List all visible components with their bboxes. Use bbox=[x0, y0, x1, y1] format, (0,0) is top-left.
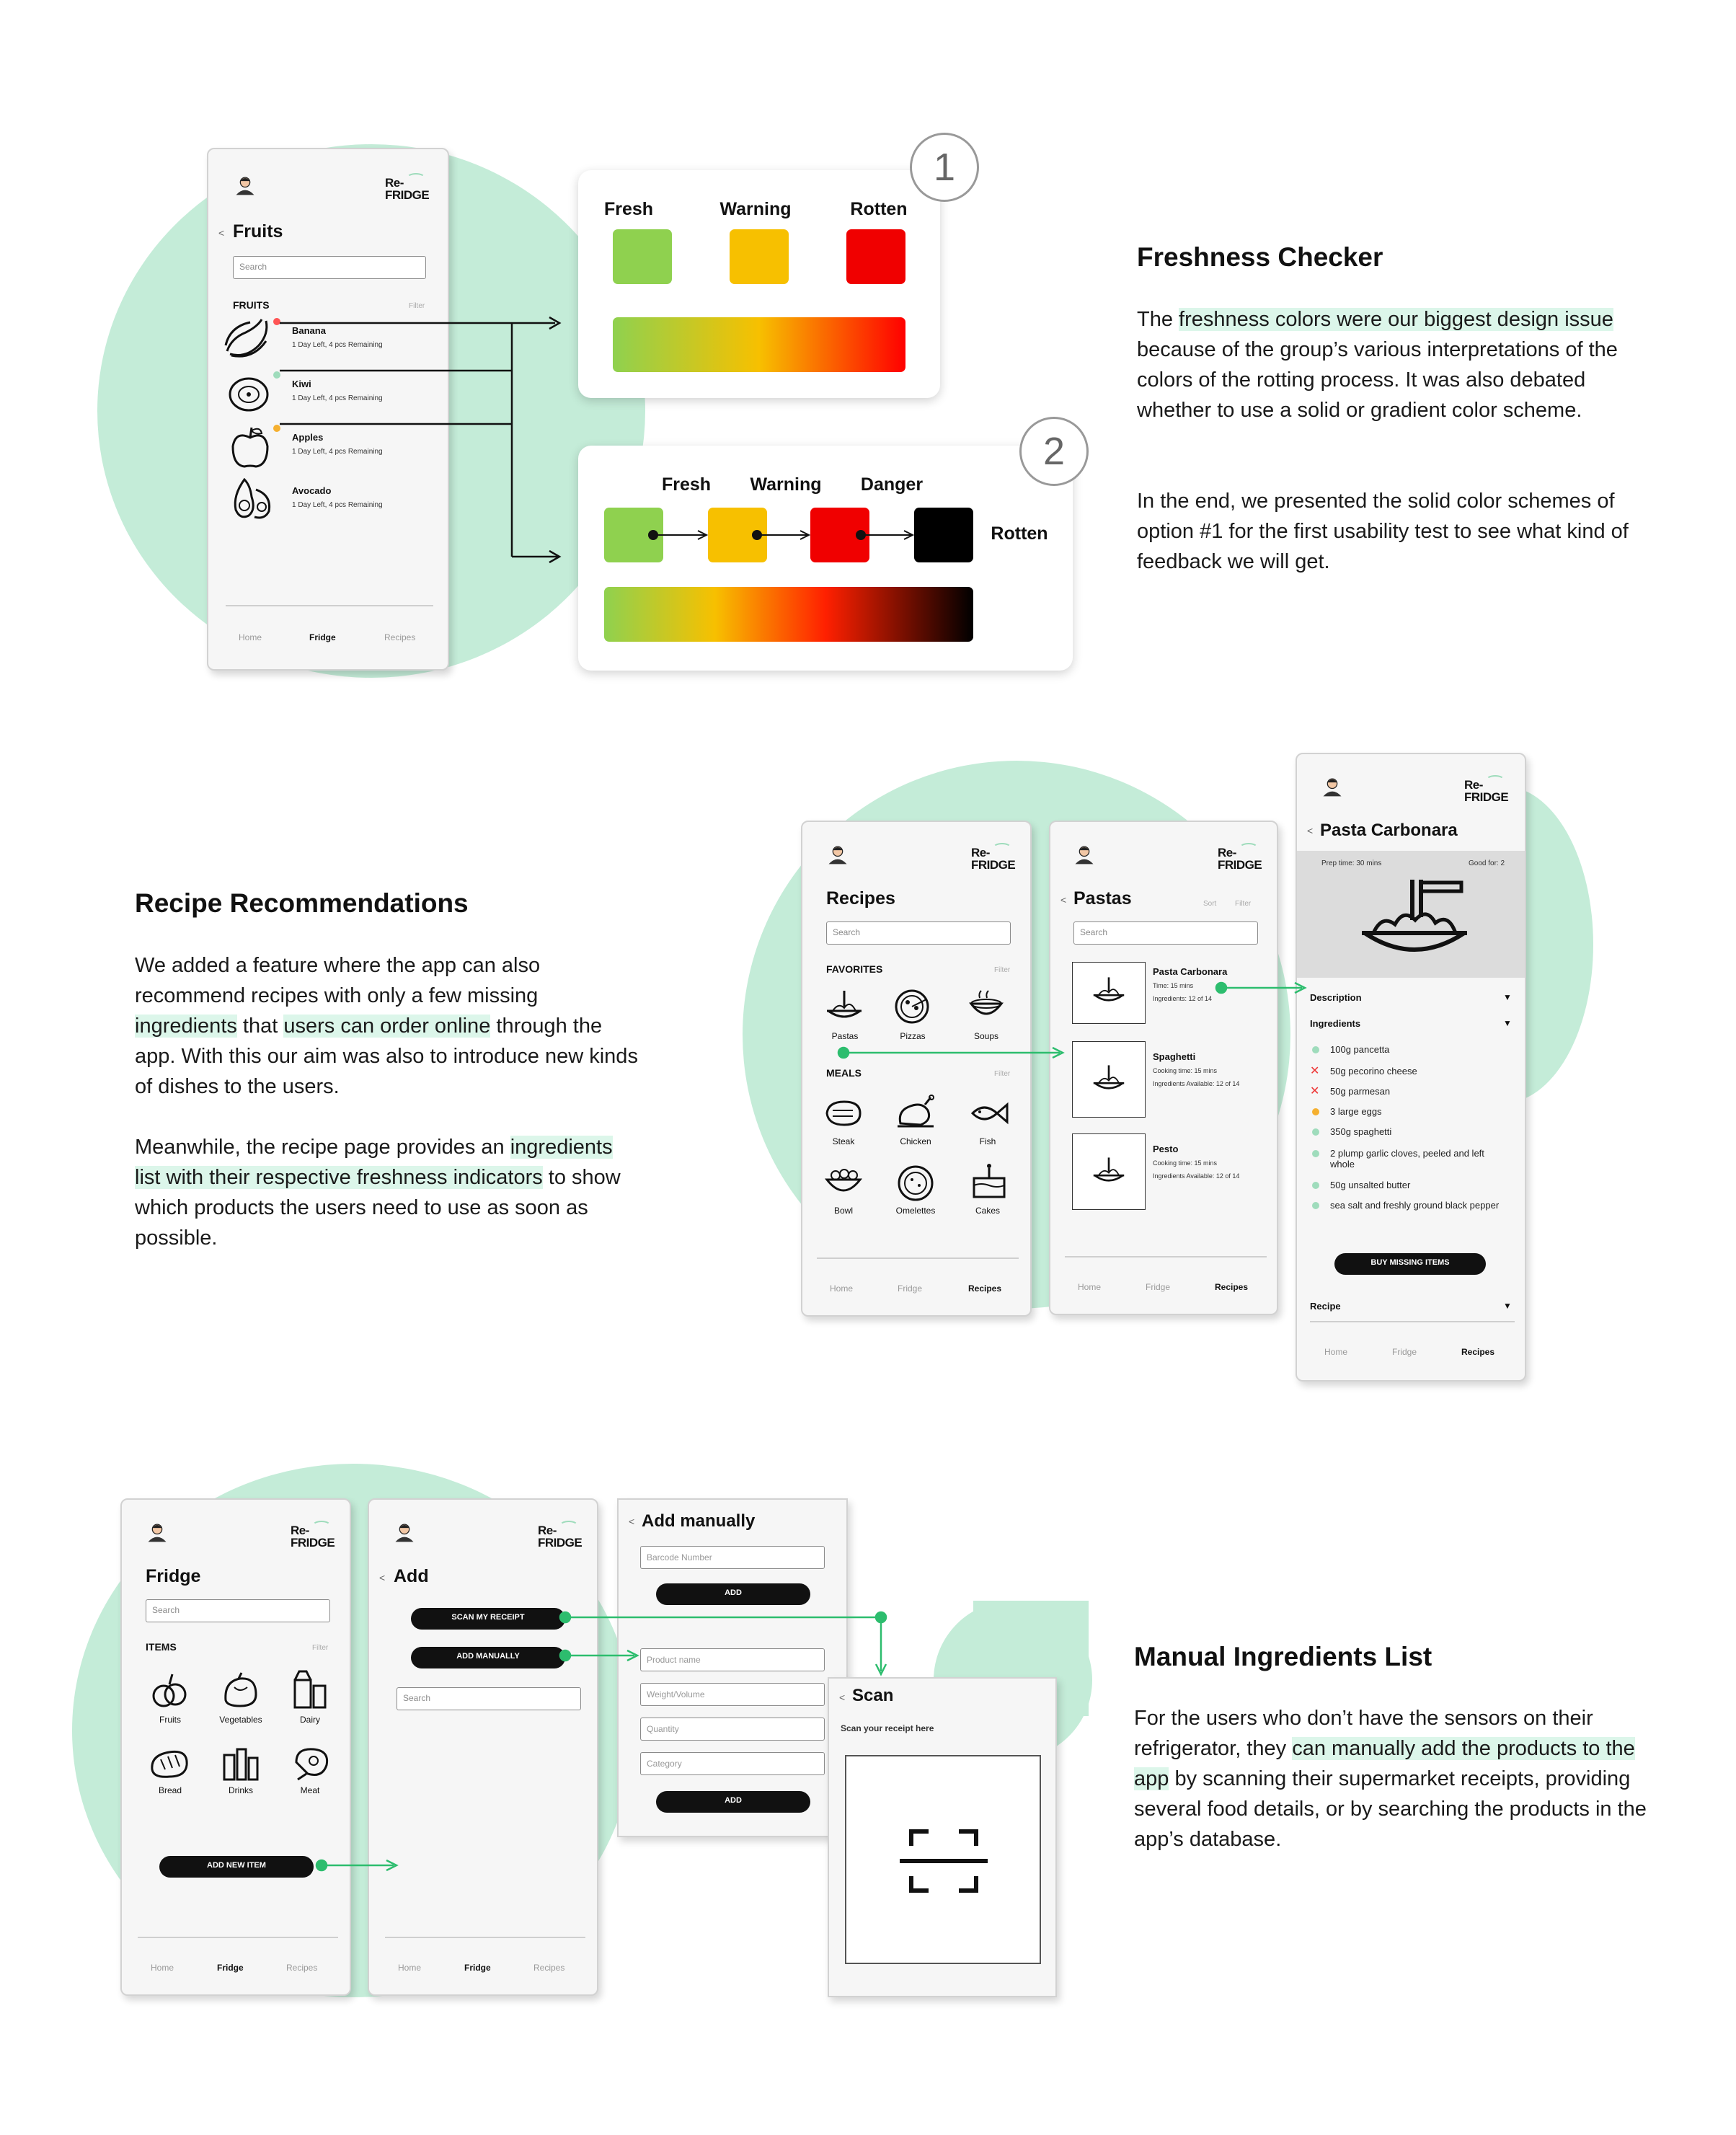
recipe-meta: Ingredients Available: 12 of 14 bbox=[1153, 1172, 1240, 1180]
fresh-label: Fresh bbox=[603, 199, 654, 219]
ingredient-text: sea salt and freshly ground black pepper bbox=[1330, 1200, 1500, 1211]
recipe-meta: Ingredients: 12 of 14 bbox=[1153, 995, 1213, 1002]
category-label[interactable]: Chicken bbox=[900, 1136, 931, 1146]
filter-button[interactable]: Filter bbox=[409, 302, 425, 310]
rotten-label: Rotten bbox=[850, 199, 908, 219]
list-item-meta: 1 Day Left, 4 pcs Remaining bbox=[292, 341, 383, 349]
recipe-meta: Time: 15 mins bbox=[1153, 982, 1194, 989]
category-label[interactable]: Fruits bbox=[159, 1715, 181, 1725]
category-field[interactable]: Category bbox=[640, 1752, 825, 1775]
nav-recipes[interactable]: Recipes bbox=[1215, 1282, 1249, 1292]
filter-button[interactable]: Filter bbox=[994, 1070, 1011, 1078]
category-label[interactable]: Dairy bbox=[299, 1715, 320, 1725]
missing-x-icon: ✕ bbox=[1310, 1085, 1320, 1097]
app-logo: Re- FRIDGE bbox=[538, 1524, 582, 1549]
ingredient-text: 2 plump garlic cloves, peeled and left whole bbox=[1330, 1148, 1484, 1170]
warning-label: Warning bbox=[719, 199, 792, 219]
filter-button[interactable]: Filter bbox=[312, 1644, 329, 1652]
list-item-name: Kiwi bbox=[292, 379, 311, 389]
danger-label: Danger bbox=[860, 474, 924, 495]
freshness-heading: Freshness Checker bbox=[1137, 242, 1383, 272]
manual-heading: Manual Ingredients List bbox=[1134, 1642, 1432, 1671]
search-input[interactable]: Search bbox=[397, 1687, 581, 1710]
ingredient-text: 50g parmesan bbox=[1330, 1086, 1391, 1097]
prep-time: Prep time: 30 mins bbox=[1321, 859, 1382, 867]
nav-recipes[interactable]: Recipes bbox=[286, 1963, 318, 1973]
category-label[interactable]: Bowl bbox=[833, 1206, 853, 1216]
rotten-label: Rotten bbox=[991, 523, 1048, 544]
nav-fridge[interactable]: Fridge bbox=[217, 1963, 244, 1973]
nav-home[interactable]: Home bbox=[1324, 1347, 1348, 1357]
page-title: Pasta Carbonara bbox=[1320, 821, 1458, 840]
back-chevron-icon[interactable]: < bbox=[1307, 825, 1314, 836]
list-item-name: Banana bbox=[292, 325, 326, 336]
page-title: Fruits bbox=[233, 221, 283, 242]
add-product-button[interactable]: ADD bbox=[656, 1791, 810, 1813]
add-new-item-button[interactable]: ADD NEW ITEM bbox=[159, 1856, 314, 1878]
recipe-meta: Cooking time: 15 mins bbox=[1153, 1067, 1218, 1074]
nav-recipes[interactable]: Recipes bbox=[968, 1283, 1002, 1294]
section-label: MEALS bbox=[826, 1067, 862, 1079]
chevron-down-icon[interactable]: ▼ bbox=[1503, 1018, 1512, 1028]
section-label: FRUITS bbox=[233, 299, 270, 311]
recipe-meta: Ingredients Available: 12 of 14 bbox=[1153, 1080, 1240, 1087]
recipe-meta: Cooking time: 15 mins bbox=[1153, 1159, 1218, 1167]
search-input[interactable]: Search bbox=[826, 921, 1011, 945]
ingredients-toggle[interactable]: Ingredients bbox=[1310, 1018, 1361, 1029]
list-item-meta: 1 Day Left, 4 pcs Remaining bbox=[292, 501, 383, 509]
category-label[interactable]: Fish bbox=[979, 1136, 996, 1146]
description-toggle[interactable]: Description bbox=[1310, 992, 1362, 1003]
category-label[interactable]: Meat bbox=[300, 1785, 320, 1795]
search-input[interactable]: Search bbox=[233, 256, 426, 279]
sort-button[interactable]: Sort bbox=[1203, 900, 1217, 908]
category-label[interactable]: Bread bbox=[158, 1785, 182, 1795]
add-barcode-button[interactable]: ADD bbox=[656, 1583, 810, 1605]
buy-missing-items-button[interactable]: BUY MISSING ITEMS bbox=[1334, 1253, 1486, 1275]
scan-receipt-button[interactable]: SCAN MY RECEIPT bbox=[411, 1608, 565, 1630]
freshness-paragraph-1: The freshness colors were our biggest design issue because of the group’s various interpretations of the colors of the rotting process. It was also debated whether to use a solid or gradient color scheme. bbox=[1137, 308, 1618, 422]
option-1-number: 1 bbox=[910, 133, 979, 202]
freshness-paragraph-2: In the end, we presented the solid color schemes of option #1 for the first usability test to see what kind of feedback we will get. bbox=[1137, 490, 1629, 573]
ingredient-text: 100g pancetta bbox=[1330, 1044, 1390, 1055]
list-item-name: Avocado bbox=[292, 485, 332, 496]
back-chevron-icon[interactable]: < bbox=[218, 227, 225, 239]
nav-fridge[interactable]: Fridge bbox=[309, 632, 336, 642]
back-chevron-icon[interactable]: < bbox=[1060, 894, 1067, 906]
back-chevron-icon[interactable]: < bbox=[839, 1692, 846, 1703]
nav-fridge[interactable]: Fridge bbox=[1392, 1347, 1417, 1357]
chevron-down-icon[interactable]: ▼ bbox=[1503, 992, 1512, 1002]
good-for: Good for: 2 bbox=[1469, 859, 1505, 867]
ingredient-text: 3 large eggs bbox=[1330, 1106, 1382, 1117]
page-title: Recipes bbox=[826, 888, 895, 909]
category-label[interactable]: Vegetables bbox=[219, 1715, 262, 1725]
category-label[interactable]: Pizzas bbox=[900, 1031, 926, 1041]
app-logo: Re- FRIDGE bbox=[385, 177, 429, 201]
recipes-paragraph-1: We added a feature where the app can also recommend recipes with only a few missing ingredients that users can order online through the app. With this our aim was also to introduce new kinds of dishes to the users. bbox=[135, 954, 638, 1098]
app-logo: Re- FRIDGE bbox=[1464, 779, 1508, 803]
nav-home[interactable]: Home bbox=[239, 632, 262, 642]
quantity-field[interactable]: Quantity bbox=[640, 1718, 825, 1741]
filter-button[interactable]: Filter bbox=[1235, 900, 1252, 908]
category-label[interactable]: Drinks bbox=[228, 1785, 253, 1795]
nav-fridge[interactable]: Fridge bbox=[898, 1283, 923, 1294]
search-input[interactable]: Search bbox=[1073, 921, 1258, 945]
ingredient-text: 50g unsalted butter bbox=[1330, 1180, 1411, 1190]
category-label[interactable]: Pastas bbox=[831, 1031, 859, 1041]
manual-paragraph: For the users who don’t have the sensors on their refrigerator, they can manually add the products to the app by scanning their supermarket receipts, providing several food details, or by searching the products in the app’s database. bbox=[1134, 1707, 1647, 1851]
page-title: Fridge bbox=[146, 1566, 201, 1586]
recipe-name[interactable]: Spaghetti bbox=[1153, 1051, 1196, 1062]
category-label[interactable]: Steak bbox=[832, 1136, 855, 1146]
list-item-meta: 1 Day Left, 4 pcs Remaining bbox=[292, 394, 383, 402]
page-title: Pastas bbox=[1073, 888, 1132, 909]
category-label[interactable]: Cakes bbox=[975, 1206, 1000, 1216]
barcode-field[interactable]: Barcode Number bbox=[640, 1546, 825, 1569]
list-item-name: Apples bbox=[292, 432, 324, 443]
ingredient-text: 350g spaghetti bbox=[1330, 1126, 1392, 1137]
app-logo: Re- FRIDGE bbox=[291, 1524, 335, 1549]
add-manually-button[interactable]: ADD MANUALLY bbox=[411, 1647, 565, 1668]
missing-x-icon: ✕ bbox=[1310, 1065, 1320, 1077]
nav-home[interactable]: Home bbox=[398, 1963, 422, 1973]
recipe-name[interactable]: Pesto bbox=[1153, 1144, 1179, 1154]
nav-recipes[interactable]: Recipes bbox=[384, 632, 416, 642]
ingredient-text: 50g pecorino cheese bbox=[1330, 1066, 1417, 1077]
scan-subtitle: Scan your receipt here bbox=[841, 1723, 934, 1733]
nav-fridge[interactable]: Fridge bbox=[1146, 1282, 1171, 1292]
list-item-meta: 1 Day Left, 4 pcs Remaining bbox=[292, 448, 383, 456]
nav-recipes[interactable]: Recipes bbox=[533, 1963, 565, 1973]
app-logo: Re- FRIDGE bbox=[971, 847, 1015, 871]
recipes-heading: Recipe Recommendations bbox=[135, 888, 469, 918]
product-name-field[interactable]: Product name bbox=[640, 1648, 825, 1671]
search-input[interactable]: Search bbox=[146, 1599, 330, 1622]
section-label: ITEMS bbox=[146, 1641, 177, 1653]
fresh-label: Fresh bbox=[661, 474, 712, 495]
weight-field[interactable]: Weight/Volume bbox=[640, 1683, 825, 1706]
option-2-number: 2 bbox=[1019, 417, 1089, 486]
filter-button[interactable]: Filter bbox=[994, 966, 1011, 974]
warning-label: Warning bbox=[750, 474, 822, 495]
nav-home[interactable]: Home bbox=[830, 1283, 854, 1294]
recipes-paragraph-2: Meanwhile, the recipe page provides an ingredients list with their respective freshness indicators to show which products the users need to use as soon as possible. bbox=[135, 1136, 621, 1250]
app-logo: Re- FRIDGE bbox=[1218, 847, 1262, 871]
nav-recipes[interactable]: Recipes bbox=[1461, 1347, 1495, 1357]
recipe-toggle[interactable]: Recipe bbox=[1310, 1301, 1341, 1312]
chevron-down-icon[interactable]: ▼ bbox=[1503, 1301, 1512, 1311]
category-label[interactable]: Soups bbox=[973, 1031, 999, 1041]
nav-home[interactable]: Home bbox=[151, 1963, 174, 1973]
nav-home[interactable]: Home bbox=[1078, 1282, 1102, 1292]
recipe-name[interactable]: Pasta Carbonara bbox=[1153, 966, 1228, 977]
page-title: Scan bbox=[852, 1686, 894, 1705]
nav-fridge[interactable]: Fridge bbox=[464, 1963, 491, 1973]
category-label[interactable]: Omelettes bbox=[895, 1206, 936, 1216]
section-label: FAVORITES bbox=[826, 963, 883, 975]
back-chevron-icon[interactable]: < bbox=[379, 1572, 386, 1583]
page-title: Add manually bbox=[642, 1511, 756, 1531]
page-title: Add bbox=[394, 1566, 429, 1586]
back-chevron-icon[interactable]: < bbox=[629, 1516, 635, 1527]
